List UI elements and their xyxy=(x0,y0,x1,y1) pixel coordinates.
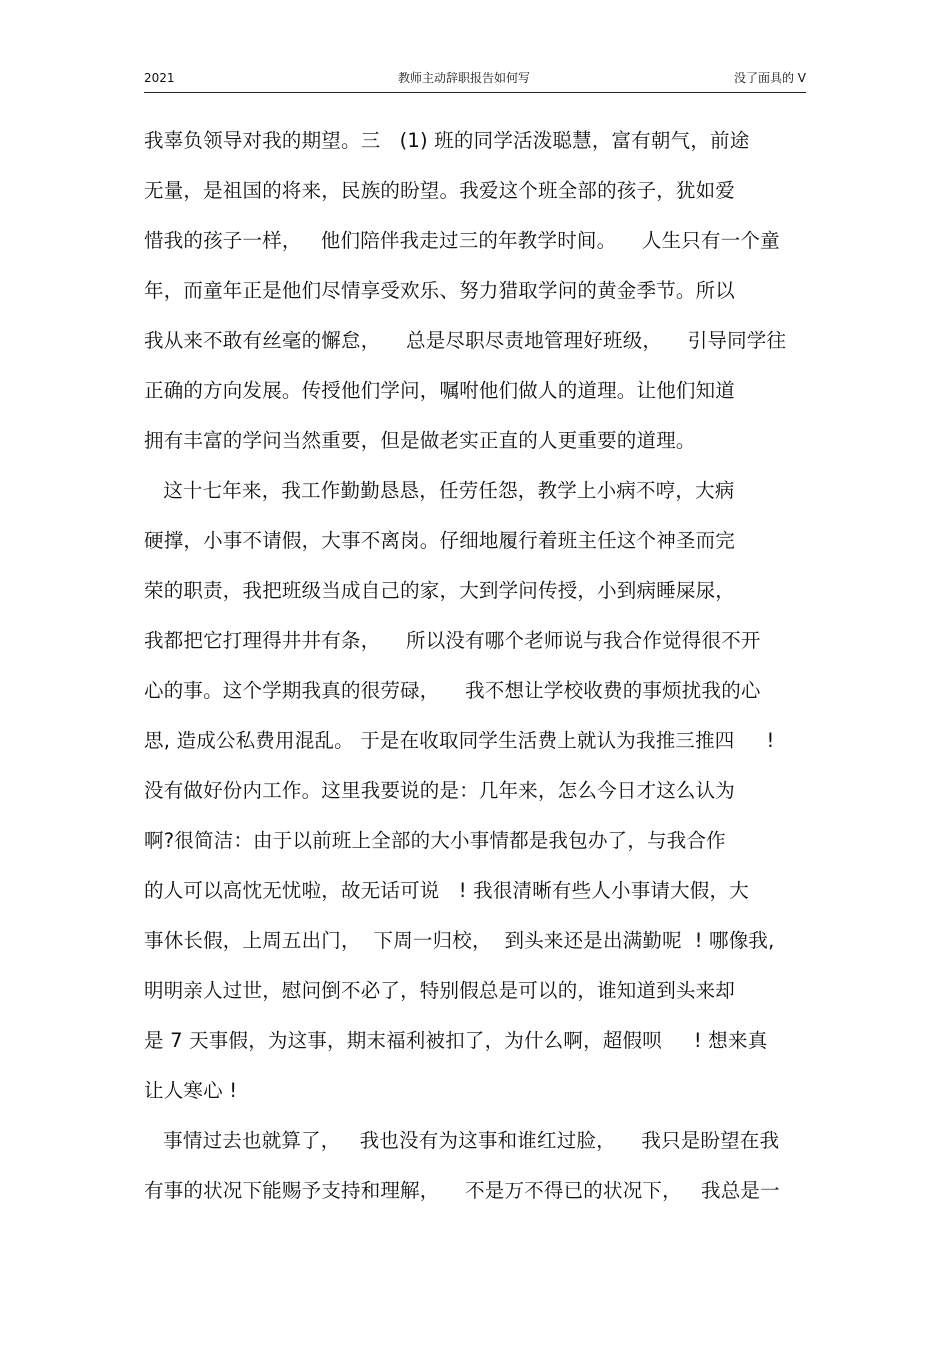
text-line: 心的事。这个学期我真的很劳碌， 我不想让学校收费的事烦扰我的心 xyxy=(144,679,761,702)
text-line: 啊?很简洁：由于以前班上全部的大小事情都是我包办了，与我合作 xyxy=(144,829,726,852)
text-line: 拥有丰富的学问当然重要，但是做老实正直的人更重要的道理。 xyxy=(144,429,696,452)
text-line: 硬撑，小事不请假，大事不离岗。仔细地履行着班主任这个神圣而完 xyxy=(144,529,736,552)
text-line: 我都把它打理得井井有条， 所以没有哪个老师说与我合作觉得很不开 xyxy=(144,629,761,652)
text-line: 让人寒心 ! xyxy=(144,1079,238,1102)
page-header xyxy=(144,70,806,93)
text-line: 没有做好份内工作。这里我要说的是：几年来，怎么今日才这么认为 xyxy=(144,779,736,802)
text-line: 惜我的孩子一样， 他们陪伴我走过三的年教学时间。 人生只有一个童 xyxy=(144,229,780,252)
text-line: 是 7 天事假，为这事，期末福利被扣了，为什么啊，超假呗 ! 想来真 xyxy=(144,1029,768,1052)
document-body xyxy=(144,121,824,1221)
text-line: 明明亲人过世，慰问倒不必了，特别假总是可以的，谁知道到头来却 xyxy=(144,979,736,1002)
text-line: 荣的职责，我把班级当成自己的家，大到学问传授，小到病睡屎尿， xyxy=(144,579,736,602)
text-line: 年，而童年正是他们尽情享受欢乐、努力猎取学问的黄金季节。所以 xyxy=(144,279,736,302)
text-line: 我从来不敢有丝毫的懈怠， 总是尽职尽责地管理好班级， 引导同学往 xyxy=(144,329,787,352)
text-line: 事情过去也就算了， 我也没有为这事和谁红过脸， 我只是盼望在我 xyxy=(144,1129,780,1152)
text-line: 事休长假，上周五出门， 下周一归校， 到头来还是出满勤呢 ! 哪像我, xyxy=(144,929,775,952)
text-line: 思, 造成公私费用混乱。 于是在收取同学生活费上就认为我推三推四 ! xyxy=(144,729,775,752)
text-line: 我辜负领导对我的期望。三 (1) 班的同学活泼聪慧，富有朝气，前途 xyxy=(144,129,750,152)
text-line: 有事的状况下能赐予支持和理解， 不是万不得已的状况下， 我总是一 xyxy=(144,1179,780,1202)
header-title: 教师主动辞职报告如何写 xyxy=(398,71,531,85)
text-line: 正确的方向发展。传授他们学问，嘱咐他们做人的道理。让他们知道 xyxy=(144,379,736,402)
text-line: 无量，是祖国的将来，民族的盼望。我爱这个班全部的孩子，犹如爱 xyxy=(144,179,736,202)
header-right: 没了面具的 V xyxy=(733,71,806,85)
text-line: 这十七年来，我工作勤勤恳恳，任劳任怨，教学上小病不哼，大病 xyxy=(144,479,735,502)
text-line: 的人可以高忱无忧啦，故无话可说 ! 我很清晰有些人小事请大假，大 xyxy=(144,879,749,902)
header-year: 2021 xyxy=(144,71,175,85)
